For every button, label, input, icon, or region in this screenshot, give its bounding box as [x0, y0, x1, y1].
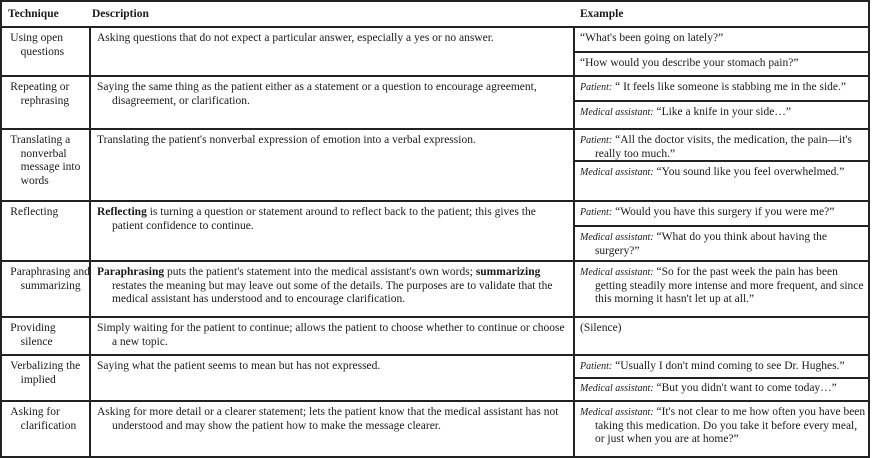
description-text: is turning a question or statement around to reflect back to the patient; this gives the patient confidence to continue. — [111, 206, 536, 232]
table-left-border — [0, 0, 2, 458]
example-cell — [580, 382, 866, 396]
description-cell — [97, 32, 569, 46]
example-cell — [580, 406, 866, 447]
row-divider — [0, 200, 870, 202]
term-bold: summarizing — [475, 266, 541, 278]
example-cell — [580, 134, 866, 161]
speaker-label: Medical assistant: — [580, 107, 654, 118]
example-quote: “Would you have this surgery if you were me?” — [615, 206, 835, 218]
example-quote: “What do you think about having the surgery?” — [594, 231, 828, 257]
speaker-label: Medical assistant: — [580, 267, 654, 278]
description-text: puts the patient's statement into the medical assistant's own words; — [164, 266, 476, 278]
example-cell — [580, 106, 866, 120]
description-cell — [97, 322, 569, 349]
example-quote: “All the doctor visits, the medication, the pain—it's really too much.” — [594, 134, 852, 160]
technique-cell: Verbalizing the implied — [10, 360, 81, 386]
speaker-label: Medical assistant: — [580, 383, 654, 394]
header-description: Description — [92, 8, 149, 20]
example-cell — [580, 206, 866, 220]
technique-cell: Reflecting — [10, 206, 59, 218]
table-top-border — [0, 0, 870, 2]
example-quote: “You sound like you feel overwhelmed.” — [656, 166, 845, 178]
speaker-label: Patient: — [580, 207, 613, 218]
description-cell — [97, 266, 569, 307]
subrow-divider — [574, 225, 870, 227]
row-divider — [0, 316, 870, 318]
table-right-border — [868, 0, 870, 458]
example-cell — [580, 57, 866, 71]
speaker-label: Medical assistant: — [580, 407, 654, 418]
example-quote: (Silence) — [580, 322, 622, 334]
example-cell — [580, 166, 866, 180]
description-text: Simply waiting for the patient to continue; allows the patient to choose whether to continue or choose a new topic. — [97, 322, 565, 348]
term-bold: Reflecting — [97, 206, 147, 218]
row-divider — [0, 260, 870, 262]
example-cell — [580, 266, 866, 307]
example-quote: “What's been going on lately?” — [580, 32, 724, 44]
example-cell — [580, 231, 866, 258]
description-cell — [97, 360, 569, 374]
example-cell — [580, 32, 866, 46]
term-bold: Paraphrasing — [97, 266, 165, 278]
example-quote: “It's not clear to me how often you have been taking this medication. Do you take it before every meal, or just when you are at home?” — [594, 406, 866, 445]
header-example: Example — [580, 8, 624, 20]
example-quote: “But you didn't want to come today…” — [656, 382, 837, 394]
technique-cell: Repeating or rephrasing — [10, 81, 70, 107]
subrow-divider — [574, 100, 870, 102]
description-text: Translating the patient's nonverbal expression of emotion into a verbal expression. — [97, 134, 476, 146]
header-technique: Technique — [8, 8, 59, 20]
example-quote: “So for the past week the pain has been getting steadily more intense and more frequent, and since this morning it hasn't let up at all.” — [594, 266, 864, 305]
example-quote: “How would you describe your stomach pain?” — [580, 57, 799, 69]
example-quote: “Usually I don't mind coming to see Dr. Hughes.” — [615, 360, 845, 372]
description-text: Saying what the patient seems to mean but has not expressed. — [97, 360, 381, 372]
description-text: Saying the same thing as the patient either as a statement or a question to encourage agreement, disagreement, or clarification. — [97, 81, 537, 107]
description-text: restates the meaning but may leave out some of the details. The purposes are to validate that the medical assistant has understood and to encourage clarification. — [111, 279, 553, 305]
description-text: Asking for more detail or a clearer statement; lets the patient know that the medical assistant has not understood and may show the patient how to make the message clearer. — [97, 406, 559, 432]
header-divider — [0, 26, 870, 28]
speaker-label: Patient: — [580, 82, 613, 93]
technique-cell: Translating a nonverbal message into words — [10, 134, 81, 187]
example-quote: “Like a knife in your side…” — [656, 106, 791, 118]
technique-cell: Providing silence — [10, 322, 56, 348]
example-cell — [580, 81, 866, 95]
technique-cell: Paraphrasing and summarizing — [10, 266, 90, 292]
description-cell — [97, 206, 569, 233]
row-divider — [0, 128, 870, 130]
row-divider — [0, 354, 870, 356]
speaker-label: Medical assistant: — [580, 167, 654, 178]
example-cell — [580, 322, 866, 336]
subrow-divider — [574, 51, 870, 53]
speaker-label: Patient: — [580, 135, 613, 146]
speaker-label: Patient: — [580, 361, 613, 372]
technique-cell: Asking for clarification — [10, 406, 77, 432]
description-text: Asking questions that do not expect a particular answer, especially a yes or no answer. — [97, 32, 494, 44]
technique-cell: Using open questions — [10, 32, 65, 58]
example-quote: “ It feels like someone is stabbing me in the side.” — [615, 81, 846, 93]
subrow-divider — [574, 377, 870, 379]
column-divider — [573, 27, 575, 458]
description-cell — [97, 406, 569, 433]
speaker-label: Medical assistant: — [580, 232, 654, 243]
row-divider — [0, 75, 870, 77]
row-divider — [0, 400, 870, 402]
description-cell — [97, 81, 569, 108]
example-cell — [580, 360, 866, 374]
description-cell — [97, 134, 569, 148]
